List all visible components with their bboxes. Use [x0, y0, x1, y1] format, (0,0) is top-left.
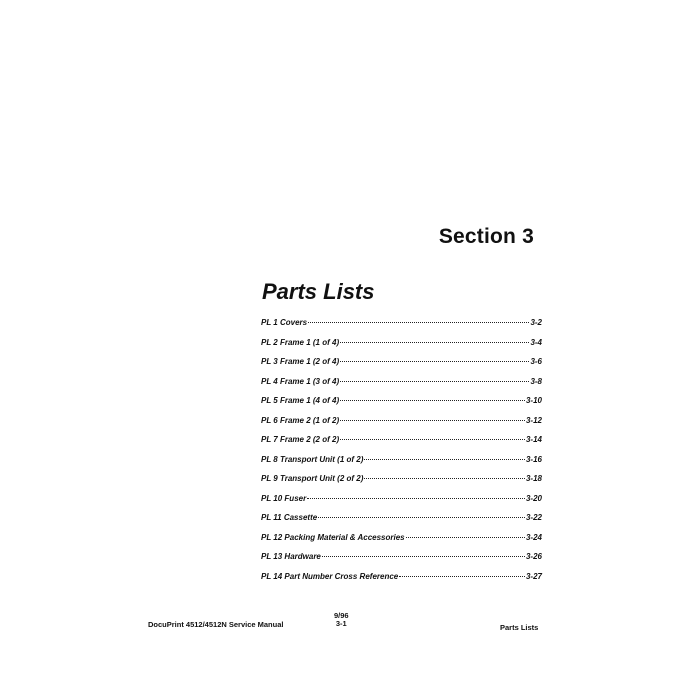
table-of-contents [261, 318, 542, 591]
section-title: Section 3 [438, 225, 534, 248]
toc-entry[interactable] [261, 552, 542, 572]
toc-entry[interactable] [261, 494, 542, 514]
toc-entry-page: 3-20 [525, 493, 542, 503]
toc-entry[interactable] [261, 435, 542, 455]
toc-dot-leader [340, 381, 529, 382]
toc-dot-leader [364, 459, 525, 460]
toc-dot-leader [406, 537, 525, 538]
toc-entry-page: 3-18 [525, 474, 542, 483]
toc-dot-leader [364, 478, 525, 479]
toc-entry-label: PL 13 Hardware [261, 552, 321, 561]
toc-entry-page: 3-2 [530, 318, 542, 327]
page-title: Parts Lists [262, 279, 375, 304]
toc-dot-leader [399, 576, 525, 577]
toc-entry-label: PL 2 Frame 1 (1 of 4) [261, 337, 340, 347]
toc-dot-leader [308, 322, 529, 323]
toc-entry-label: PL 3 Frame 1 (2 of 4) [261, 357, 340, 366]
toc-entry-page: 3-14 [525, 435, 542, 444]
toc-dot-leader [340, 439, 525, 440]
toc-entry-page: 3-6 [530, 357, 542, 366]
toc-entry[interactable] [261, 396, 542, 416]
toc-entry[interactable] [261, 318, 542, 338]
toc-entry-label: PL 11 Cassette [261, 513, 318, 522]
footer-manual-title: DocuPrint 4512/4512N Service Manual [148, 620, 284, 629]
toc-dot-leader [307, 498, 525, 499]
toc-entry-label: PL 1 Covers [261, 318, 308, 327]
toc-entry[interactable] [261, 474, 542, 494]
toc-entry[interactable] [261, 377, 542, 397]
footer-date: 9/96 [334, 611, 349, 620]
toc-entry[interactable] [261, 533, 542, 553]
toc-entry-label: PL 10 Fuser [261, 493, 307, 503]
toc-dot-leader [340, 342, 529, 343]
toc-dot-leader [340, 400, 525, 401]
toc-entry[interactable] [261, 513, 542, 533]
toc-entry-page: 3-26 [525, 552, 542, 561]
toc-entry-page: 3-24 [525, 532, 542, 542]
toc-entry-page: 3-12 [525, 415, 542, 425]
toc-entry-label: PL 7 Frame 2 (2 of 2) [261, 435, 340, 444]
toc-dot-leader [322, 556, 525, 557]
toc-entry-label: PL 8 Transport Unit (1 of 2) [261, 454, 364, 464]
toc-entry-page: 3-16 [525, 454, 542, 464]
toc-entry-page: 3-4 [530, 337, 542, 347]
toc-entry[interactable] [261, 572, 542, 592]
toc-entry-label: PL 12 Packing Material & Accessories [261, 532, 405, 542]
toc-entry-label: PL 14 Part Number Cross Reference [261, 571, 399, 581]
footer-page-number: 3-1 [335, 619, 347, 628]
toc-dot-leader [318, 517, 525, 518]
toc-dot-leader [340, 420, 525, 421]
toc-entry-label: PL 5 Frame 1 (4 of 4) [261, 396, 340, 405]
toc-entry[interactable] [261, 338, 542, 358]
toc-entry-page: 3-10 [525, 396, 542, 405]
toc-entry-page: 3-8 [530, 376, 542, 386]
toc-entry-page: 3-27 [525, 571, 542, 581]
toc-dot-leader [340, 361, 529, 362]
footer-center [334, 612, 349, 628]
toc-entry[interactable] [261, 455, 542, 475]
footer-section-name: Parts Lists [500, 623, 539, 632]
toc-entry-label: PL 4 Frame 1 (3 of 4) [261, 376, 340, 386]
toc-entry-label: PL 6 Frame 2 (1 of 2) [261, 415, 340, 425]
toc-entry-page: 3-22 [525, 513, 542, 522]
toc-entry-label: PL 9 Transport Unit (2 of 2) [261, 474, 364, 483]
toc-entry[interactable] [261, 357, 542, 377]
toc-entry[interactable] [261, 416, 542, 436]
